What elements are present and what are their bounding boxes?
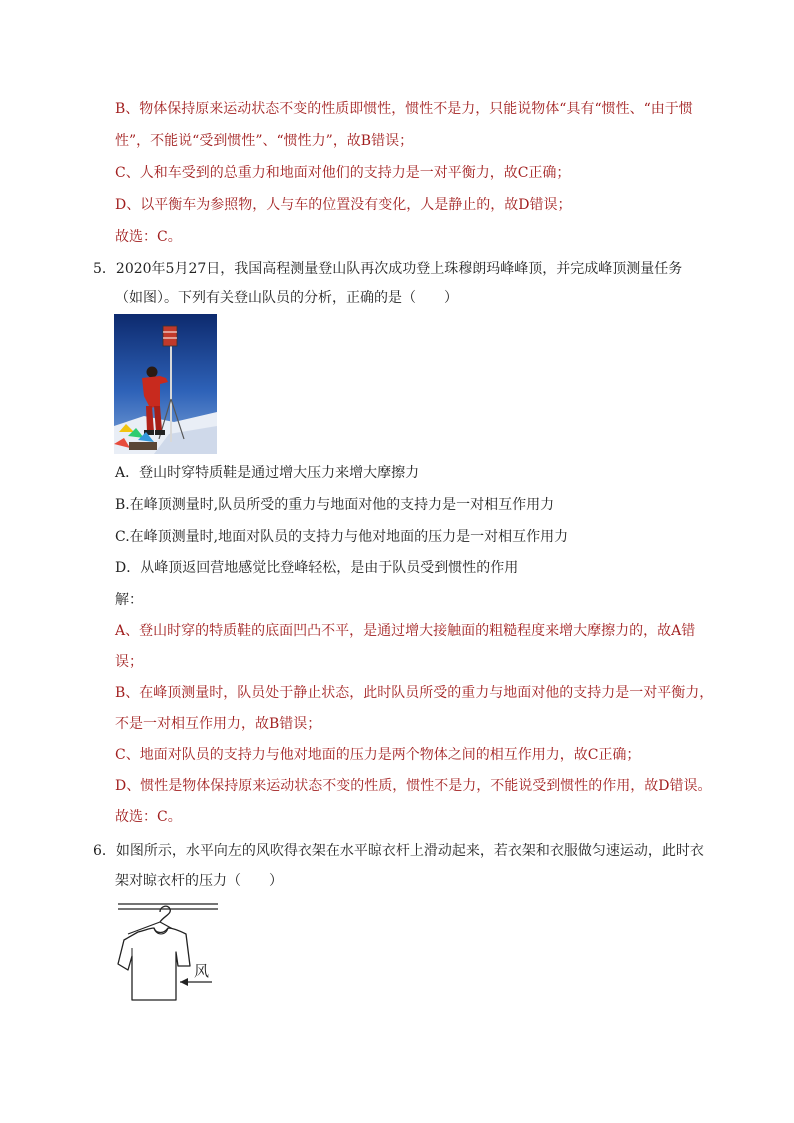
q5-solution-label: 解： — [115, 592, 143, 608]
q4-b-quote: “具有“惯性、“由于惯 — [559, 101, 693, 117]
q4-b-text2: 性”，不能说 — [115, 133, 193, 149]
q5-stem-line2: （如图）。下列有关登山队员的分析，正确的是（ ） — [115, 290, 458, 306]
q4-b-end: ，故B错误； — [332, 133, 414, 149]
hanger-shirt-figure — [116, 900, 226, 1010]
q4-b-text: B、物体保持原来运动状态不变的性质即惯性，惯性不是力，只能说物体 — [115, 101, 560, 117]
q5-explain-d: D、惯性是物体保持原来运动状态不变的性质，惯性不是力，不能说受到惯性的作用，故D错误。 — [115, 778, 712, 794]
q5-explain-a-line2: 误； — [115, 654, 143, 670]
q4-b-quote2: “受到惯性”、“惯性力” — [192, 133, 333, 149]
q4-explain-d: D、以平衡车为参照物，人与车的位置没有变化，人是静止的，故D错误； — [115, 197, 572, 213]
q5-option-c: C.在峰顶测量时,地面对队员的支持力与他对地面的压力是一对相互作用力 — [115, 529, 569, 545]
q4-explain-b-line1 — [115, 99, 693, 119]
q5-explain-b-line2: 不是一对相互作用力，故B错误； — [115, 716, 322, 732]
q4-explain-b-line2 — [115, 131, 413, 151]
shirt-on-rod-diagram — [116, 900, 226, 1010]
q5-option-d: D．从峰顶返回营地感觉比登峰轻松，是由于队员受到惯性的作用 — [115, 560, 519, 576]
q6-stem-line2: 架对晾衣杆的压力（ ） — [115, 873, 283, 889]
q5-option-b: B.在峰顶测量时,队员所受的重力与地面对他的支持力是一对相互作用力 — [115, 497, 555, 513]
q5-explain-b-line1: B、在峰顶测量时，队员处于静止状态，此时队员所受的重力与地面对他的支持力是一对平衡力， — [115, 685, 714, 701]
q4-explain-c: C、人和车受到的总重力和地面对他们的支持力是一对平衡力，故C正确； — [115, 165, 571, 181]
q6-stem-line1: 6．如图所示，水平向左的风吹得衣架在水平晾衣杆上滑动起来，若衣架和衣服做匀速运动，此时衣 — [93, 843, 704, 859]
everest-climber-photo — [114, 314, 217, 454]
q5-explain-c: C、地面对队员的支持力与他对地面的压力是两个物体之间的相互作用力，故C正确； — [115, 747, 641, 763]
q5-answer: 故选：C。 — [115, 809, 182, 825]
q5-explain-a-line1: A、登山时穿的特质鞋的底面凹凸不平，是通过增大接触面的粗糙程度来增大摩擦力的，故A错 — [115, 623, 696, 639]
wind-label: 风 — [194, 962, 210, 980]
q5-option-a: A．登山时穿特质鞋是通过增大压力来增大摩擦力 — [115, 465, 420, 481]
q4-answer: 故选：C。 — [115, 229, 182, 245]
q5-stem-line1: 5．2020年5月27日，我国高程测量登山队再次成功登上珠穆朗玛峰峰顶，并完成峰顶测量任务 — [93, 261, 683, 277]
